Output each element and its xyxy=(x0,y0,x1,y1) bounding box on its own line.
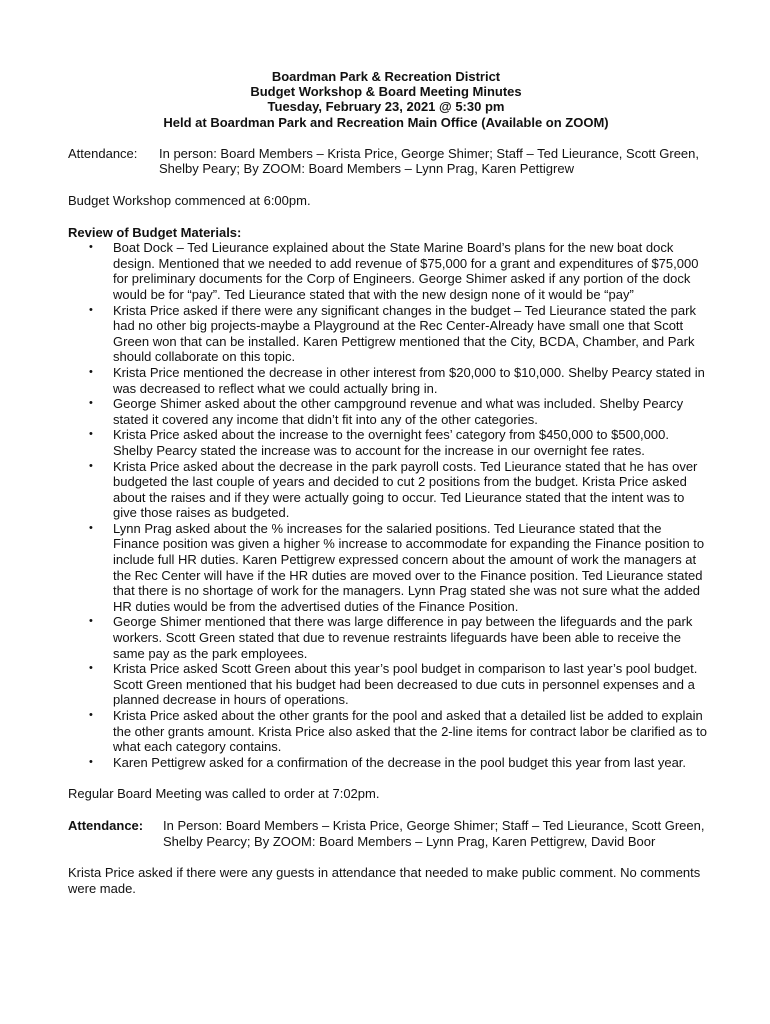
list-item xyxy=(68,427,708,458)
list-item-text: Boat Dock – Ted Lieurance explained about the State Marine Board’s plans for the new boat dock design. Mentioned that we needed to add revenue of $75,000 for a grant and expenditures of $75,000 for preliminary documents for the Corp of Engineers. George Shimer asked if any portion of the dock would be for “pay”. Ted Lieurance stated that with the new design none of it would be “pay” xyxy=(113,240,699,302)
list-item-text: Krista Price mentioned the decrease in other interest from $20,000 to $10,000. Shelby Pearcy stated in was decreased to reflect what we could actually bring in. xyxy=(113,364,705,396)
bullet-icon: • xyxy=(89,459,93,472)
list-item-text: George Shimer mentioned that there was large difference in pay between the lifeguards and the park workers. Scott Green stated that due to revenue restraints lifeguards have been able to receive the same pay as the park employees. xyxy=(113,614,693,661)
workshop-commenced: Budget Workshop commenced at 6:00pm. xyxy=(68,193,311,208)
list-item-text: Lynn Prag asked about the % increases for the salaried positions. Ted Lieurance stated that the Finance position was given a higher % increase to accommodate for expanding the Finance position to include full HR duties. Karen Pettigrew expressed concern about the amount of work the managers at the Rec Center will have if the HR duties are moved over to the Finance position. Ted Lieurance stated that there is no shortage of work for the managers. Lynn Prag stated she was not sure what the added HR duties would be from the advertised duties of the Finance Position. xyxy=(113,520,705,614)
attendance-text: In person: Board Members – Krista Price, George Shimer; Staff – Ted Lieurance, Scott Green, Shelby Peary; By ZOOM: Board Members – Lynn Prag, Karen Pettigrew xyxy=(159,145,700,177)
meeting-location: Held at Boardman Park and Recreation Main Office (Available on ZOOM) xyxy=(163,114,609,130)
bullet-icon: • xyxy=(89,241,93,254)
attendance-label: Attendance: xyxy=(68,817,144,833)
attendance-text: In Person: Board Members – Krista Price, George Shimer; Staff – Ted Lieurance, Scott Green, Shelby Pearcy; By ZOOM: Board Members – Lynn Prag, Karen Pettigrew, David Boor xyxy=(163,817,705,849)
list-item xyxy=(68,303,708,365)
meeting-title: Budget Workshop & Board Meeting Minutes xyxy=(250,84,522,100)
list-item-text: Krista Price asked about the other grants for the pool and asked that a detailed list be added to explain the other grants amount. Krista Price also asked that the 2-line items for contract labor be clarified as to what each category contains. xyxy=(113,708,707,755)
bullet-icon: • xyxy=(89,397,93,410)
bullet-icon: • xyxy=(89,365,93,378)
list-item-text: Krista Price asked about the decrease in the park payroll costs. Ted Lieurance stated that he has over budgeted the last couple of years and decided to cut 2 positions from the budget. Krista Price asked about the raises and if they were actually going to occur. Ted Lieurance stated that the intent was to give those raises as budgeted. xyxy=(113,458,698,521)
attendance-label: Attendance: xyxy=(68,145,138,161)
bullet-icon: • xyxy=(89,521,93,534)
list-item xyxy=(68,459,708,521)
document-page xyxy=(68,69,708,896)
list-item xyxy=(68,661,708,708)
regular-meeting-called: Regular Board Meeting was called to order at 7:02pm. xyxy=(68,786,380,802)
list-item xyxy=(68,708,708,755)
district-name: Boardman Park & Recreation District xyxy=(271,69,501,84)
list-item-text: Krista Price asked if there were any significant changes in the budget – Ted Lieurance stated the park had no other big projects-maybe a Playground at the Rec Center-Already have small one that Scott Green won that can be installed. Karen Pettigrew mentioned that the City, BCDA, Chamber, and Park should collaborate on this topic. xyxy=(113,302,696,365)
list-item-text: George Shimer asked about the other campground revenue and what was included. Shelby Pearcy stated it covered any income that didn’t fit into any of the other categories. xyxy=(113,396,684,427)
list-item xyxy=(68,755,708,771)
meeting-attendance xyxy=(68,818,708,849)
list-item-text: Krista Price asked about the increase to the overnight fees’ category from $450,000 to $500,000. Shelby Pearcy stated the increase was to account for the increase in our overnight fee rates. xyxy=(113,427,669,458)
meeting-date: Tuesday, February 23, 2021 @ 5:30 pm xyxy=(267,99,505,115)
list-item xyxy=(68,396,708,427)
list-item xyxy=(68,521,708,615)
bullet-icon: • xyxy=(89,662,93,675)
list-item xyxy=(68,614,708,661)
list-item xyxy=(68,240,708,302)
list-item-text: Krista Price asked Scott Green about this year’s pool budget in comparison to last year’s pool budget. Scott Green mentioned that his budget had been decreased to due cuts in personnel expenses and a planned decrease in hours of operations. xyxy=(113,661,698,708)
list-item-text: Karen Pettigrew asked for a confirmation of the decrease in the pool budget this year from last year. xyxy=(113,754,687,770)
bullet-icon: • xyxy=(89,755,93,768)
review-title: Review of Budget Materials: xyxy=(68,224,242,240)
list-item xyxy=(68,365,708,396)
bullet-icon: • xyxy=(89,615,93,628)
bullet-icon: • xyxy=(89,428,93,441)
bullet-icon: • xyxy=(89,303,93,316)
public-comment: Krista Price asked if there were any guests in attendance that needed to make public comment. No comments were made. xyxy=(68,865,701,896)
document-header xyxy=(64,69,708,130)
bullet-icon: • xyxy=(89,709,93,721)
workshop-attendance xyxy=(68,146,708,177)
review-list xyxy=(68,240,708,770)
